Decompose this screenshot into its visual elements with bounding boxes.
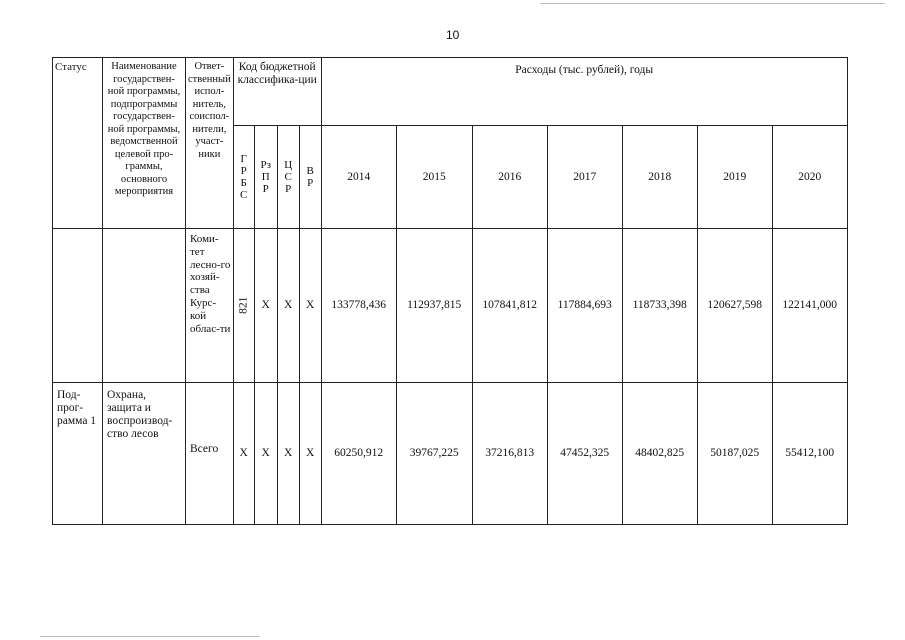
- row-value: 47452,325: [547, 383, 622, 525]
- header-vr: ВР: [299, 126, 321, 229]
- header-grbs: ГРБС: [233, 126, 254, 229]
- header-year: 2016: [472, 126, 547, 229]
- table-row: [53, 229, 848, 383]
- header-year: 2020: [772, 126, 847, 229]
- row-rzpr: Х: [254, 229, 277, 383]
- row-value: 133778,436: [321, 229, 396, 383]
- row-value: 120627,598: [697, 229, 772, 383]
- header-year: 2018: [622, 126, 697, 229]
- page-number: 10: [446, 28, 460, 42]
- header-year: 2015: [396, 126, 472, 229]
- row-status: [53, 229, 103, 383]
- row-value: 112937,815: [396, 229, 472, 383]
- row-value: 117884,693: [547, 229, 622, 383]
- header-name: Наименование государствен-ной программы, подпрограммы государствен-ной программы, ведомственной целевой про-граммы, основного мероприятия: [103, 58, 186, 229]
- budget-table: [52, 57, 848, 525]
- header-budget-code: Код бюджетной классифика-ции: [233, 58, 321, 126]
- row-vr: Х: [299, 383, 321, 525]
- row-csr: Х: [277, 229, 299, 383]
- row-value: 107841,812: [472, 229, 547, 383]
- header-year: 2017: [547, 126, 622, 229]
- header-rzpr: РзПР: [254, 126, 277, 229]
- row-value: 48402,825: [622, 383, 697, 525]
- row-grbs: 821: [233, 229, 254, 383]
- row-value: 122141,000: [772, 229, 847, 383]
- row-csr: Х: [277, 383, 299, 525]
- row-value: 39767,225: [396, 383, 472, 525]
- header-responsible: Ответ-ственный испол-нитель, соиспол-нители, участ-ники: [186, 58, 234, 229]
- row-value: 60250,912: [321, 383, 396, 525]
- row-value: 55412,100: [772, 383, 847, 525]
- scan-edge-bottom: [40, 636, 260, 637]
- header-csr: ЦСР: [277, 126, 299, 229]
- row-value: 118733,398: [622, 229, 697, 383]
- header-year: 2014: [321, 126, 396, 229]
- row-responsible: Всего: [186, 383, 234, 525]
- row-name: [103, 229, 186, 383]
- row-value: 37216,813: [472, 383, 547, 525]
- header-expenses: Расходы (тыс. рублей), годы: [321, 58, 847, 126]
- row-status: Под-прог-рамма 1: [53, 383, 103, 525]
- row-grbs: Х: [233, 383, 254, 525]
- header-year: 2019: [697, 126, 772, 229]
- row-rzpr: Х: [254, 383, 277, 525]
- header-status: Статус: [53, 58, 103, 229]
- row-name: Охрана, защита и воспроизвод-ство лесов: [103, 383, 186, 525]
- row-value: 50187,025: [697, 383, 772, 525]
- table-row: [53, 383, 848, 525]
- row-vr: Х: [299, 229, 321, 383]
- scan-edge-top: [540, 3, 885, 4]
- row-responsible: Коми-тет лесно-го хозяй-ства Курс-кой облас-ти: [186, 229, 234, 383]
